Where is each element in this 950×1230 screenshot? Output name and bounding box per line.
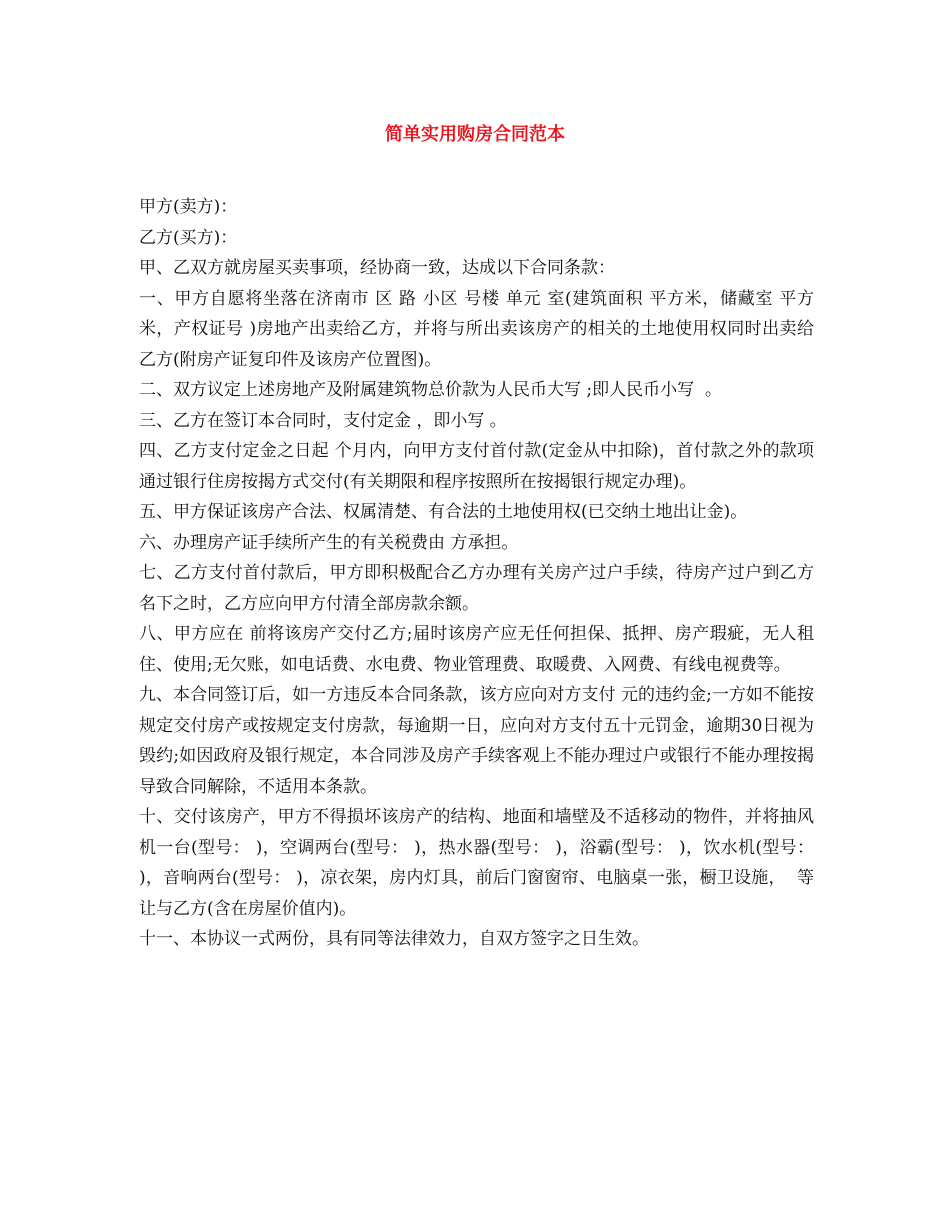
clause-11: 十一、本协议一式两份，具有同等法律效力，自双方签字之日生效。 <box>139 929 649 949</box>
clause-2: 二、双方议定上述房地产及附属建筑物总价款为人民币大写 ;即人民币小写 。 <box>139 380 722 400</box>
document-title: 简单实用购房合同范本 <box>385 124 565 145</box>
clause-4: 四、乙方支付定金之日起 个月内，向甲方支付首付款(定金从中扣除)，首付款之外的款项通过银行住房按揭方式交付(有关期限和程序按照所在按揭银行规定办理)。 <box>139 441 814 492</box>
clause-8: 八、甲方应在 前将该房产交付乙方;届时该房产应无任何担保、抵押、房产瑕疵，无人租住、使用;无欠账，如电话费、水电费、物业管理费、取暖费、入网费、有线电视费等。 <box>139 624 814 675</box>
clause-9: 九、本合同签订后，如一方违反本合同条款，该方应向对方支付 元的违约金;一方如不能按规定交付房产或按规定支付房款，每逾期一日，应向对方支付五十元罚金，逾期30日视为毁约;如因政府及银行规定，本合同涉及房产手续客观上不能办理过户或银行不能办理按揭导致合同解除，不适用本条款。 <box>139 685 814 797</box>
clause-1: 一、甲方自愿将坐落在济南市 区 路 小区 号楼 单元 室(建筑面积 平方米，储藏室 平方米，产权证号 )房地产出卖给乙方，并将与所出卖该房产的相关的土地使用权同时出卖给乙方(附房产证复印件及该房产位置图)。 <box>139 288 814 370</box>
buyer-line: 乙方(买方)： <box>139 227 238 248</box>
seller-line: 甲方(卖方)： <box>139 197 238 217</box>
clause-3: 三、乙方在签订本合同时，支付定金 ，即小写 。 <box>139 410 507 431</box>
document-body <box>139 192 820 955</box>
clause-6: 六、办理房产证手续所产生的有关税费由 方承担。 <box>139 532 519 553</box>
clause-7: 七、乙方支付首付款后，甲方即积极配合乙方办理有关房产过户手续，待房产过户到乙方名下之时，乙方应向甲方付清全部房款余额。 <box>139 563 814 614</box>
preamble-paragraph: 甲、乙双方就房屋买卖事项，经协商一致，达成以下合同条款： <box>139 258 615 278</box>
clause-5: 五、甲方保证该房产合法、权属清楚、有合法的土地使用权(已交纳土地出让金)。 <box>139 502 748 522</box>
clause-10: 十、交付该房产，甲方不得损坏该房产的结构、地面和墙壁及不适移动的物件，并将抽风机一台(型号： )，空调两台(型号： )，热水器(型号： )，浴霸(型号： )，饮水机(型号： )，音响两台(型号： )，凉衣架，房内灯具，前后门窗窗帘、电脑桌一张，橱卫设施， 等让与乙方(含在房屋价值内)。 <box>139 807 820 919</box>
